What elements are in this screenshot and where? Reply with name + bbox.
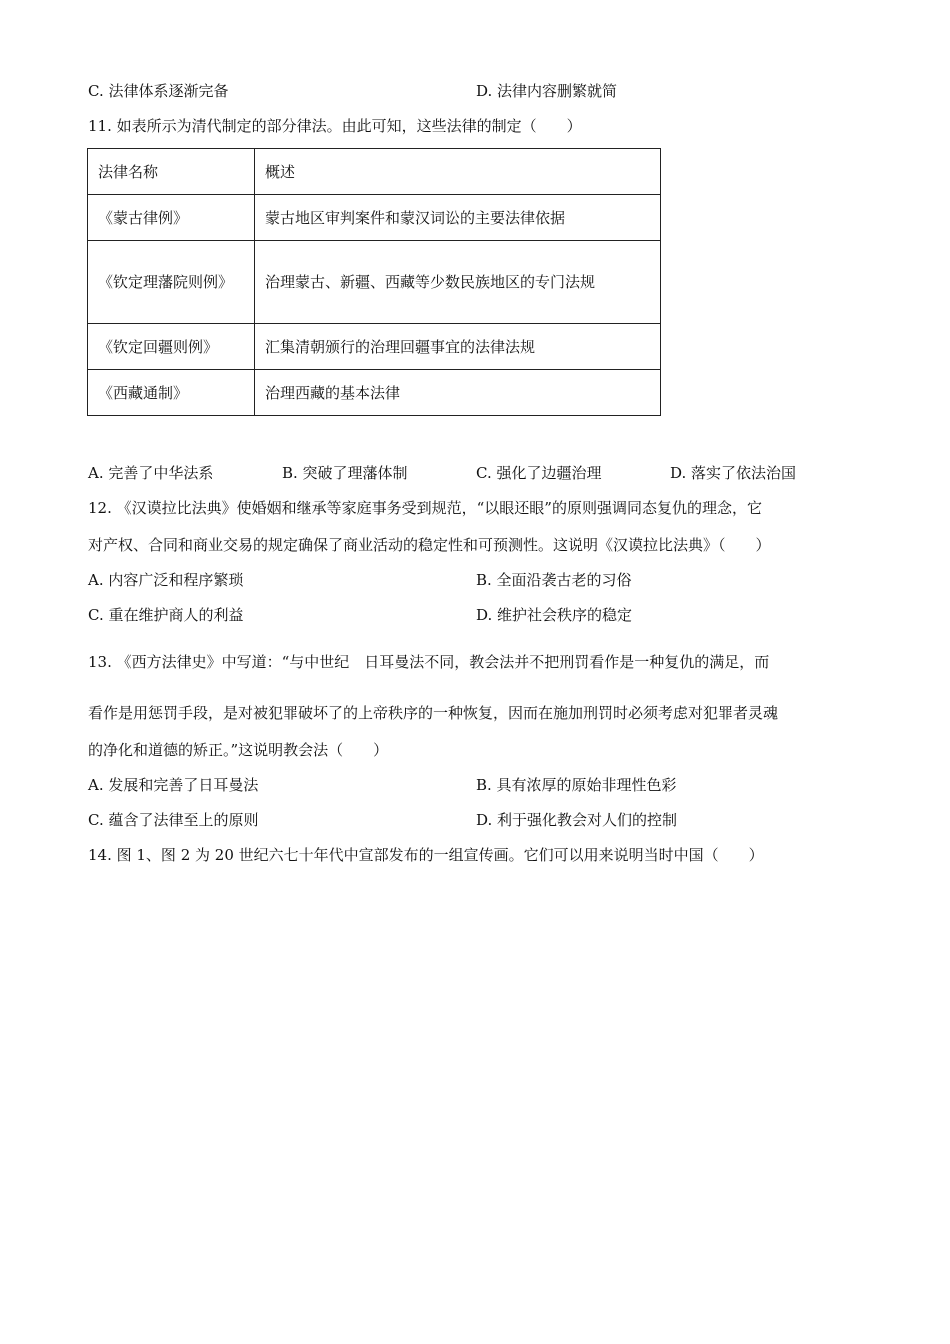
q10-option-d: D. 法律内容删繁就简	[476, 82, 618, 100]
table-cell-law-name: 《西藏通制》	[88, 370, 255, 416]
q12-option-b: B. 全面沿袭古老的习俗	[476, 571, 632, 589]
q11-option-c: C. 强化了边疆治理	[476, 464, 602, 482]
q11-option-a: A. 完善了中华法系	[88, 464, 214, 482]
table-header-name: 法律名称	[88, 149, 255, 195]
q10-options-row	[88, 81, 868, 101]
table-row	[88, 241, 661, 324]
q13-stem-line-1: 13. 《西方法律史》中写道：“与中世纪 日耳曼法不同，教会法并不把刑罚看作是一种复仇的满足，而	[88, 653, 770, 671]
table-cell-law-name: 《蒙古律例》	[88, 195, 255, 241]
q13-option-c: C. 蕴含了法律至上的原则	[88, 811, 259, 829]
q12-stem-line-1: 12. 《汉谟拉比法典》使婚姻和继承等家庭事务受到规范，“以眼还眼”的原则强调同态复仇的理念，它	[88, 499, 762, 517]
table-cell-law-name: 《钦定回疆则例》	[88, 324, 255, 370]
table-row	[88, 324, 661, 370]
q11-stem: 11. 如表所示为清代制定的部分律法。由此可知，这些法律的制定（ ）	[88, 117, 582, 135]
q13-stem-line-3: 的净化和道德的矫正。”这说明教会法（ ）	[88, 741, 389, 759]
table-cell-law-name: 《钦定理藩院则例》	[88, 241, 255, 324]
table-row	[88, 370, 661, 416]
q13-option-b: B. 具有浓厚的原始非理性色彩	[476, 776, 677, 794]
q12-stem-line-2: 对产权、合同和商业交易的规定确保了商业活动的稳定性和可预测性。这说明《汉谟拉比法典》（ ）	[88, 536, 771, 554]
q12-option-c: C. 重在维护商人的利益	[88, 606, 244, 624]
q12-option-a: A. 内容广泛和程序繁琐	[88, 571, 244, 589]
q11-option-b: B. 突破了理藩体制	[282, 464, 408, 482]
q13-option-a: A. 发展和完善了日耳曼法	[88, 776, 259, 794]
q10-option-c: C. 法律体系逐渐完备	[88, 82, 229, 100]
q14-stem: 14. 图 1、图 2 为 20 世纪六七十年代中宣部发布的一组宣传画。它们可以用来说明当时中国（ ）	[88, 846, 764, 864]
table-cell-summary: 治理蒙古、新疆、西藏等少数民族地区的专门法规	[255, 241, 661, 324]
q13-options-row-2	[88, 810, 868, 830]
q11-options-row	[88, 463, 868, 483]
table-header-summary: 概述	[255, 149, 661, 195]
q12-option-d: D. 维护社会秩序的稳定	[476, 606, 633, 624]
q13-option-d: D. 利于强化教会对人们的控制	[476, 811, 678, 829]
q11-law-table	[87, 148, 661, 416]
table-cell-summary: 治理西藏的基本法律	[255, 370, 661, 416]
table-cell-summary: 汇集清朝颁行的治理回疆事宜的法律法规	[255, 324, 661, 370]
q13-stem-line-2: 看作是用惩罚手段，是对被犯罪破坏了的上帝秩序的一种恢复，因而在施加刑罚时必须考虑对犯罪者灵魂	[88, 704, 779, 722]
q12-options-row-1	[88, 570, 868, 590]
table-header-row	[88, 149, 661, 195]
q13-options-row-1	[88, 775, 868, 795]
q12-options-row-2	[88, 605, 868, 625]
table-row	[88, 195, 661, 241]
table-cell-summary: 蒙古地区审判案件和蒙汉词讼的主要法律依据	[255, 195, 661, 241]
q11-option-d: D. 落实了依法治国	[670, 464, 797, 482]
